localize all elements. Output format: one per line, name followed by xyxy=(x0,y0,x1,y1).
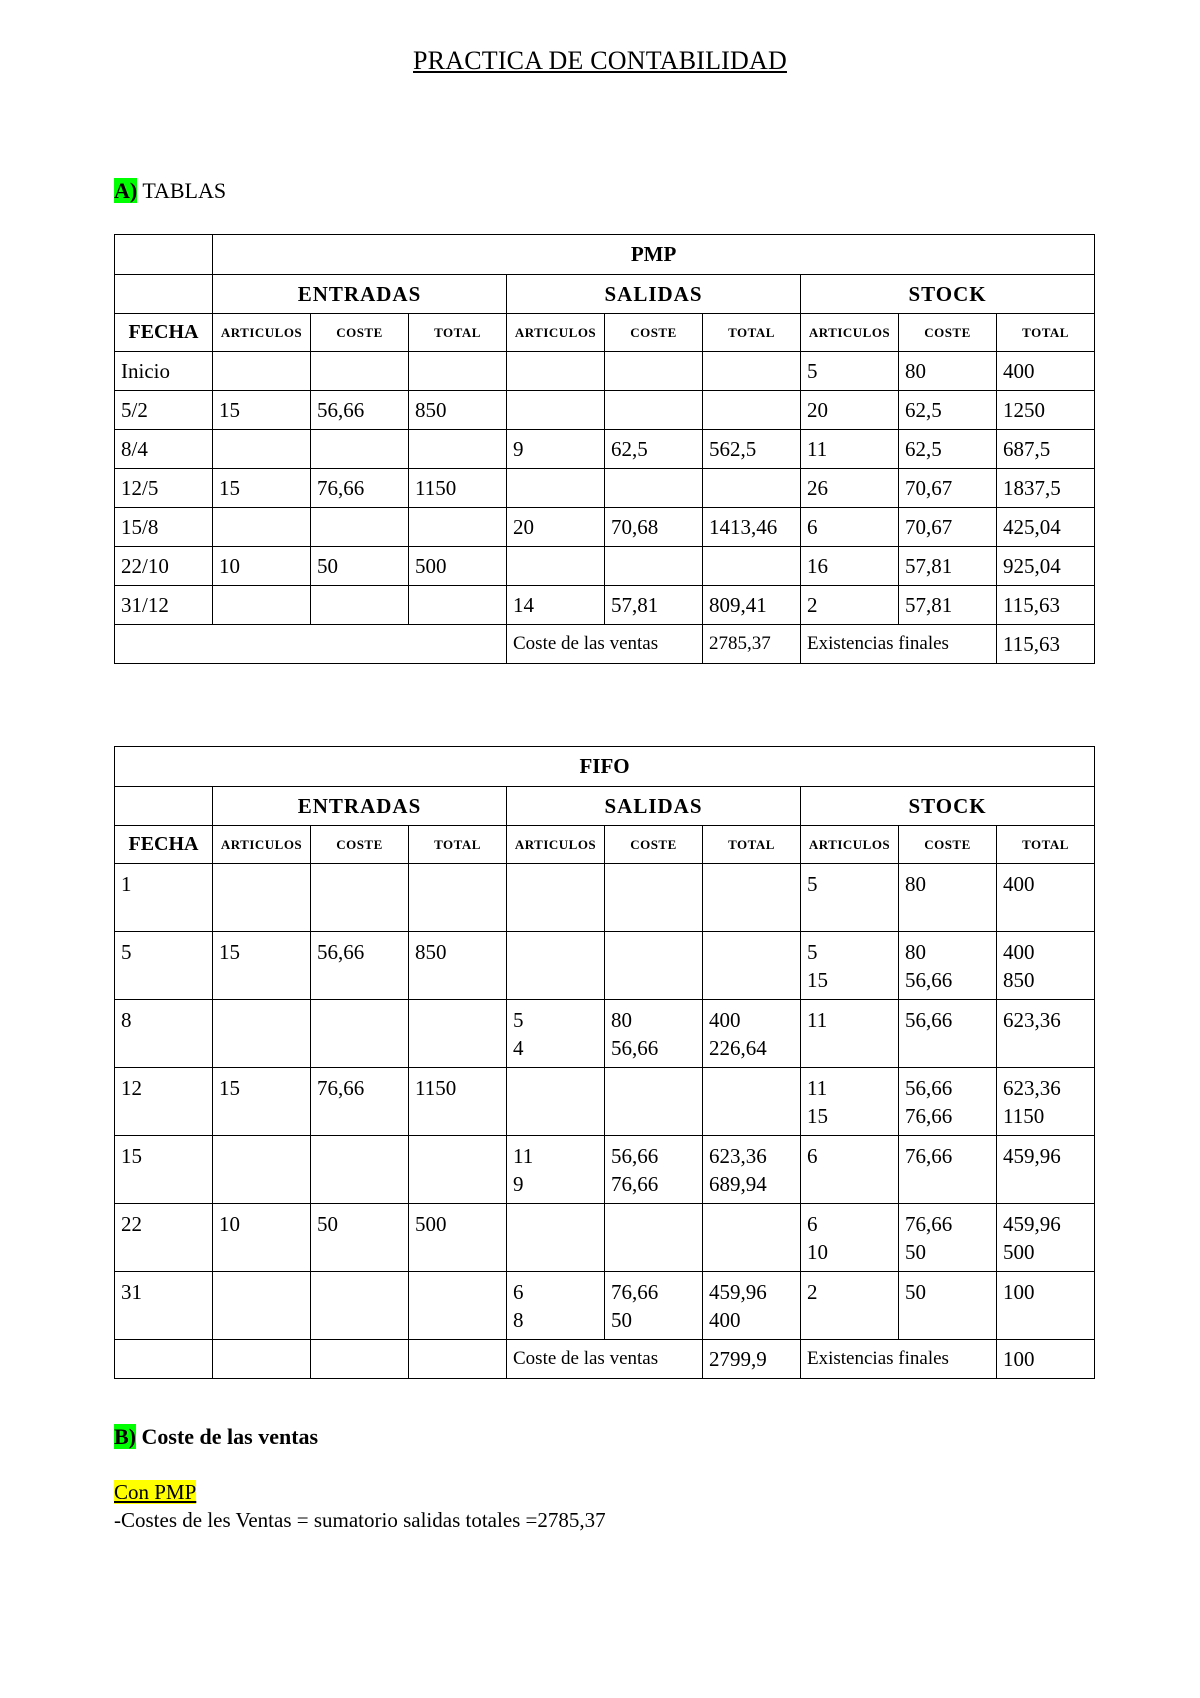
fifo-cell-line: 100 xyxy=(1003,1280,1035,1304)
fifo-footer-empty-4 xyxy=(409,1340,507,1379)
pmp-cell-r1-c5 xyxy=(605,391,703,430)
fifo-cell-line: 80 xyxy=(611,1008,632,1032)
section-b-label: B) xyxy=(114,1424,136,1449)
fifo-cell-r2-c5 xyxy=(605,1000,703,1068)
fifo-cell-r2-c9 xyxy=(997,1000,1095,1068)
fifo-exist-label: Existencias finales xyxy=(801,1340,997,1379)
pmp-cell-r4-c9: 425,04 xyxy=(997,508,1095,547)
fifo-cell-r2-c8 xyxy=(899,1000,997,1068)
fifo-cell-line: 50 xyxy=(905,1240,926,1264)
fifo-cell-line: 6 xyxy=(513,1280,524,1304)
fifo-cell-r0-c3 xyxy=(409,864,507,932)
pmp-cell-r2-c3 xyxy=(409,430,507,469)
fifo-cell-line: 56,66 xyxy=(905,968,953,992)
table-row xyxy=(115,586,1095,625)
pmp-coste-label: Coste de las ventas xyxy=(507,625,703,664)
fifo-cell-line: 56,66 xyxy=(905,1008,953,1032)
fifo-cell-line: 76,66 xyxy=(317,1076,365,1100)
pmp-cell-r3-c6 xyxy=(703,469,801,508)
fifo-cell-r3-c1 xyxy=(213,1068,311,1136)
fifo-cell-line: 400 xyxy=(1003,940,1035,964)
fifo-subheader-2: TOTAL xyxy=(409,826,507,864)
fifo-footer-row xyxy=(115,1340,1095,1379)
pmp-cell-r4-c8: 70,67 xyxy=(899,508,997,547)
pmp-cell-r6-c3 xyxy=(409,586,507,625)
pmp-cell-r1-c8: 62,5 xyxy=(899,391,997,430)
fifo-subheader-8: TOTAL xyxy=(997,826,1095,864)
pmp-cell-r6-c0: 31/12 xyxy=(115,586,213,625)
fifo-cell-line: 56,66 xyxy=(905,1076,953,1100)
fifo-footer-empty-2 xyxy=(213,1340,311,1379)
fifo-title-row xyxy=(115,747,1095,787)
fifo-cell-r0-c6 xyxy=(703,864,801,932)
fifo-subheader-0: ARTICULOS xyxy=(213,826,311,864)
fifo-cell-r5-c5 xyxy=(605,1204,703,1272)
fifo-cell-line: 2 xyxy=(807,1280,818,1304)
fifo-cell-line: 5 xyxy=(121,940,132,964)
fifo-cell-r1-c2 xyxy=(311,932,409,1000)
fifo-cell-r3-c7 xyxy=(801,1068,899,1136)
fifo-cell-line: 10 xyxy=(807,1240,828,1264)
fifo-cell-line: 76,66 xyxy=(611,1280,659,1304)
pmp-cell-r1-c6 xyxy=(703,391,801,430)
fifo-cell-r5-c4 xyxy=(507,1204,605,1272)
pmp-cell-r6-c7: 2 xyxy=(801,586,899,625)
con-pmp-label: Con PMP xyxy=(114,1480,197,1504)
fifo-table xyxy=(114,746,1095,1379)
fifo-cell-r4-c1 xyxy=(213,1136,311,1204)
pmp-cell-r4-c6: 1413,46 xyxy=(703,508,801,547)
fifo-cell-r6-c8 xyxy=(899,1272,997,1340)
pmp-footer-row xyxy=(115,625,1095,664)
pmp-subheader-0: ARTICULOS xyxy=(213,314,311,352)
fifo-cell-line: 9 xyxy=(513,1172,524,1196)
fifo-cell-r3-c9 xyxy=(997,1068,1095,1136)
table-row xyxy=(115,932,1095,1000)
table-row xyxy=(115,547,1095,586)
fifo-body xyxy=(115,864,1095,1340)
fifo-cell-r0-c4 xyxy=(507,864,605,932)
fifo-cell-line: 623,36 xyxy=(709,1144,767,1168)
fifo-cell-line: 5 xyxy=(807,940,818,964)
fifo-cell-line: 5 xyxy=(513,1008,524,1032)
fifo-cell-r1-c8 xyxy=(899,932,997,1000)
page-title: PRACTICA DE CONTABILIDAD xyxy=(413,46,787,75)
pmp-cell-r2-c5: 62,5 xyxy=(605,430,703,469)
fifo-cell-line: 80 xyxy=(905,940,926,964)
fifo-cell-r4-c3 xyxy=(409,1136,507,1204)
fifo-cell-r3-c6 xyxy=(703,1068,801,1136)
pmp-cell-r4-c3 xyxy=(409,508,507,547)
fifo-cell-r6-c3 xyxy=(409,1272,507,1340)
fifo-cell-line: 689,94 xyxy=(709,1172,767,1196)
fifo-cell-line: 76,66 xyxy=(611,1172,659,1196)
fifo-cell-r4-c0 xyxy=(115,1136,213,1204)
fifo-cell-line: 400 xyxy=(1003,872,1035,896)
pmp-cell-r0-c6 xyxy=(703,352,801,391)
pmp-cell-r0-c4 xyxy=(507,352,605,391)
fifo-cell-r4-c2 xyxy=(311,1136,409,1204)
pmp-cell-r2-c7: 11 xyxy=(801,430,899,469)
pmp-cell-r4-c4: 20 xyxy=(507,508,605,547)
fifo-group-salidas: SALIDAS xyxy=(507,787,801,826)
fifo-cell-line: 12 xyxy=(121,1076,142,1100)
fifo-cell-r4-c9 xyxy=(997,1136,1095,1204)
section-b-text: Coste de las ventas xyxy=(136,1424,319,1449)
pmp-cell-r1-c0: 5/2 xyxy=(115,391,213,430)
pmp-cell-r2-c9: 687,5 xyxy=(997,430,1095,469)
pmp-subheader-3: ARTICULOS xyxy=(507,314,605,352)
fifo-cell-line: 56,66 xyxy=(611,1144,659,1168)
pmp-group-row xyxy=(115,275,1095,314)
fifo-cell-line: 50 xyxy=(611,1308,632,1332)
pmp-cell-r6-c1 xyxy=(213,586,311,625)
fifo-title: FIFO xyxy=(115,747,1095,787)
pmp-cell-r3-c2: 76,66 xyxy=(311,469,409,508)
fifo-cell-r0-c5 xyxy=(605,864,703,932)
pmp-subheader-4: COSTE xyxy=(605,314,703,352)
table-row xyxy=(115,469,1095,508)
fifo-cell-line: 1150 xyxy=(415,1076,457,1100)
pmp-cell-r4-c0: 15/8 xyxy=(115,508,213,547)
pmp-exist-value: 115,63 xyxy=(997,625,1095,664)
fifo-cell-r5-c7 xyxy=(801,1204,899,1272)
fifo-cell-r3-c4 xyxy=(507,1068,605,1136)
fifo-cell-r5-c6 xyxy=(703,1204,801,1272)
fifo-cell-r5-c3 xyxy=(409,1204,507,1272)
fifo-cell-r0-c2 xyxy=(311,864,409,932)
pmp-cell-r5-c5 xyxy=(605,547,703,586)
fifo-cell-line: 6 xyxy=(807,1144,818,1168)
pmp-cell-r2-c0: 8/4 xyxy=(115,430,213,469)
pmp-coste-value: 2785,37 xyxy=(703,625,801,664)
fifo-cell-line: 76,66 xyxy=(905,1104,953,1128)
pmp-cell-r3-c8: 70,67 xyxy=(899,469,997,508)
fifo-cell-line: 11 xyxy=(513,1144,534,1168)
fifo-cell-line: 6 xyxy=(807,1212,818,1236)
table-row xyxy=(115,1136,1095,1204)
fifo-cell-r1-c0 xyxy=(115,932,213,1000)
fifo-cell-line: 31 xyxy=(121,1280,142,1304)
pmp-cell-r3-c1: 15 xyxy=(213,469,311,508)
fifo-cell-r6-c5 xyxy=(605,1272,703,1340)
fifo-cell-r6-c1 xyxy=(213,1272,311,1340)
pmp-cell-r6-c4: 14 xyxy=(507,586,605,625)
fifo-group-stock: STOCK xyxy=(801,787,1095,826)
pmp-cell-r6-c8: 57,81 xyxy=(899,586,997,625)
fifo-exist-value: 100 xyxy=(997,1340,1095,1379)
pmp-subheader-7: COSTE xyxy=(899,314,997,352)
fifo-subheader-row xyxy=(115,826,1095,864)
fifo-cell-r4-c6 xyxy=(703,1136,801,1204)
pmp-cell-r4-c5: 70,68 xyxy=(605,508,703,547)
pmp-empty-corner-2 xyxy=(115,275,213,314)
pmp-cell-r6-c6: 809,41 xyxy=(703,586,801,625)
fifo-fecha-header: FECHA xyxy=(115,826,213,864)
fifo-cell-r6-c7 xyxy=(801,1272,899,1340)
section-a-label: A) xyxy=(114,178,138,203)
pmp-cell-r0-c2 xyxy=(311,352,409,391)
section-a-heading xyxy=(114,178,226,204)
table-row xyxy=(115,430,1095,469)
pmp-cell-r4-c2 xyxy=(311,508,409,547)
pmp-cell-r6-c5: 57,81 xyxy=(605,586,703,625)
table-row xyxy=(115,391,1095,430)
fifo-cell-r5-c9 xyxy=(997,1204,1095,1272)
fifo-cell-line: 400 xyxy=(709,1308,741,1332)
pmp-cell-r5-c6 xyxy=(703,547,801,586)
fifo-cell-line: 11 xyxy=(807,1076,828,1100)
fifo-subheader-7: COSTE xyxy=(899,826,997,864)
fifo-cell-r6-c9 xyxy=(997,1272,1095,1340)
pmp-cell-r0-c7: 5 xyxy=(801,352,899,391)
pmp-cell-r1-c7: 20 xyxy=(801,391,899,430)
fifo-cell-r2-c4 xyxy=(507,1000,605,1068)
table-row xyxy=(115,508,1095,547)
pmp-cell-r0-c9: 400 xyxy=(997,352,1095,391)
fifo-cell-r0-c1 xyxy=(213,864,311,932)
fifo-cell-line: 11 xyxy=(807,1008,828,1032)
pmp-cell-r0-c5 xyxy=(605,352,703,391)
pmp-subheader-6: ARTICULOS xyxy=(801,314,899,352)
fifo-subheader-5: TOTAL xyxy=(703,826,801,864)
fifo-group-entradas: ENTRADAS xyxy=(213,787,507,826)
fifo-cell-r2-c3 xyxy=(409,1000,507,1068)
pmp-cell-r3-c7: 26 xyxy=(801,469,899,508)
fifo-cell-r1-c4 xyxy=(507,932,605,1000)
fifo-cell-line: 500 xyxy=(1003,1240,1035,1264)
fifo-cell-r0-c9 xyxy=(997,864,1095,932)
fifo-cell-line: 15 xyxy=(219,940,240,964)
pmp-group-entradas: ENTRADAS xyxy=(213,275,507,314)
pmp-table xyxy=(114,234,1095,664)
pmp-cell-r3-c4 xyxy=(507,469,605,508)
fifo-cell-r5-c2 xyxy=(311,1204,409,1272)
fifo-footer-empty-3 xyxy=(311,1340,409,1379)
pmp-empty-corner xyxy=(115,235,213,275)
fifo-cell-r1-c1 xyxy=(213,932,311,1000)
pmp-subheader-2: TOTAL xyxy=(409,314,507,352)
fifo-coste-label: Coste de las ventas xyxy=(507,1340,703,1379)
fifo-empty-corner xyxy=(115,787,213,826)
fifo-cell-r6-c0 xyxy=(115,1272,213,1340)
fifo-subheader-4: COSTE xyxy=(605,826,703,864)
table-row xyxy=(115,1000,1095,1068)
pmp-subheader-1: COSTE xyxy=(311,314,409,352)
pmp-cell-r2-c8: 62,5 xyxy=(899,430,997,469)
fifo-cell-r1-c6 xyxy=(703,932,801,1000)
pmp-cell-r0-c3 xyxy=(409,352,507,391)
fifo-cell-line: 76,66 xyxy=(905,1212,953,1236)
fifo-cell-r6-c6 xyxy=(703,1272,801,1340)
pmp-body xyxy=(115,352,1095,625)
fifo-cell-r5-c1 xyxy=(213,1204,311,1272)
fifo-cell-r1-c7 xyxy=(801,932,899,1000)
pmp-cell-r5-c1: 10 xyxy=(213,547,311,586)
pmp-cell-r0-c1 xyxy=(213,352,311,391)
pmp-cell-r3-c0: 12/5 xyxy=(115,469,213,508)
fifo-cell-line: 10 xyxy=(219,1212,240,1236)
pmp-cell-r1-c4 xyxy=(507,391,605,430)
pmp-cell-r5-c0: 22/10 xyxy=(115,547,213,586)
fifo-cell-line: 850 xyxy=(1003,968,1035,992)
fifo-cell-line: 400 xyxy=(709,1008,741,1032)
pmp-cell-r5-c9: 925,04 xyxy=(997,547,1095,586)
fifo-cell-r6-c4 xyxy=(507,1272,605,1340)
fifo-cell-line: 500 xyxy=(415,1212,447,1236)
section-a-text: TABLAS xyxy=(137,178,227,203)
fifo-subheader-6: ARTICULOS xyxy=(801,826,899,864)
pmp-subheader-8: TOTAL xyxy=(997,314,1095,352)
pmp-cell-r2-c2 xyxy=(311,430,409,469)
fifo-cell-r1-c5 xyxy=(605,932,703,1000)
pmp-cell-r6-c2 xyxy=(311,586,409,625)
table-row xyxy=(115,352,1095,391)
fifo-cell-r6-c2 xyxy=(311,1272,409,1340)
fifo-cell-line: 22 xyxy=(121,1212,142,1236)
pmp-cell-r3-c5 xyxy=(605,469,703,508)
fifo-cell-r3-c5 xyxy=(605,1068,703,1136)
pmp-cell-r1-c3: 850 xyxy=(409,391,507,430)
fifo-cell-r0-c7 xyxy=(801,864,899,932)
pmp-cell-r4-c7: 6 xyxy=(801,508,899,547)
pmp-cell-r2-c6: 562,5 xyxy=(703,430,801,469)
fifo-cell-r3-c2 xyxy=(311,1068,409,1136)
pmp-cell-r2-c4: 9 xyxy=(507,430,605,469)
fifo-cell-line: 623,36 xyxy=(1003,1076,1061,1100)
pmp-cell-r0-c8: 80 xyxy=(899,352,997,391)
fifo-cell-line: 5 xyxy=(807,872,818,896)
fifo-cell-r2-c1 xyxy=(213,1000,311,1068)
fifo-cell-line: 1150 xyxy=(1003,1104,1045,1128)
fifo-cell-line: 226,64 xyxy=(709,1036,767,1060)
pmp-cell-r5-c4 xyxy=(507,547,605,586)
fifo-cell-r4-c8 xyxy=(899,1136,997,1204)
fifo-cell-r2-c2 xyxy=(311,1000,409,1068)
fifo-cell-line: 15 xyxy=(121,1144,142,1168)
fifo-footer-empty-1 xyxy=(115,1340,213,1379)
pmp-group-stock: STOCK xyxy=(801,275,1095,314)
pmp-footer-empty xyxy=(115,625,507,664)
fifo-cell-r2-c0 xyxy=(115,1000,213,1068)
section-b-heading xyxy=(114,1424,318,1450)
fifo-group-row xyxy=(115,787,1095,826)
fifo-cell-line: 623,36 xyxy=(1003,1008,1061,1032)
pmp-exist-label: Existencias finales xyxy=(801,625,997,664)
fifo-cell-r3-c0 xyxy=(115,1068,213,1136)
table-row xyxy=(115,864,1095,932)
pmp-title: PMP xyxy=(213,235,1095,275)
fifo-cell-line: 50 xyxy=(905,1280,926,1304)
pmp-cell-r1-c1: 15 xyxy=(213,391,311,430)
fifo-cell-line: 15 xyxy=(807,968,828,992)
pmp-cell-r2-c1 xyxy=(213,430,311,469)
pmp-subheader-row xyxy=(115,314,1095,352)
pmp-cell-r5-c8: 57,81 xyxy=(899,547,997,586)
pmp-cell-r5-c2: 50 xyxy=(311,547,409,586)
fifo-cell-line: 56,66 xyxy=(317,940,365,964)
fifo-cell-r5-c8 xyxy=(899,1204,997,1272)
pmp-cell-r0-c0: Inicio xyxy=(115,352,213,391)
fifo-cell-line: 459,96 xyxy=(709,1280,767,1304)
fifo-cell-r1-c9 xyxy=(997,932,1095,1000)
fifo-cell-line: 15 xyxy=(219,1076,240,1100)
fifo-cell-r4-c5 xyxy=(605,1136,703,1204)
fifo-coste-value: 2799,9 xyxy=(703,1340,801,1379)
formula-line: -Costes de les Ventas = sumatorio salidas totales =2785,37 xyxy=(114,1508,606,1532)
fifo-cell-r4-c7 xyxy=(801,1136,899,1204)
fifo-cell-r2-c7 xyxy=(801,1000,899,1068)
fifo-cell-line: 850 xyxy=(415,940,447,964)
fifo-cell-line: 1 xyxy=(121,872,132,896)
pmp-cell-r5-c3: 500 xyxy=(409,547,507,586)
fifo-cell-r3-c3 xyxy=(409,1068,507,1136)
pmp-title-row xyxy=(115,235,1095,275)
pmp-fecha-header: FECHA xyxy=(115,314,213,352)
pmp-cell-r6-c9: 115,63 xyxy=(997,586,1095,625)
fifo-cell-r0-c8 xyxy=(899,864,997,932)
fifo-cell-line: 56,66 xyxy=(611,1036,659,1060)
fifo-cell-line: 459,96 xyxy=(1003,1212,1061,1236)
pmp-cell-r1-c2: 56,66 xyxy=(311,391,409,430)
pmp-cell-r5-c7: 16 xyxy=(801,547,899,586)
pmp-cell-r1-c9: 1250 xyxy=(997,391,1095,430)
table-row xyxy=(115,1272,1095,1340)
fifo-cell-line: 459,96 xyxy=(1003,1144,1061,1168)
pmp-cell-r3-c3: 1150 xyxy=(409,469,507,508)
fifo-cell-r0-c0 xyxy=(115,864,213,932)
fifo-cell-line: 15 xyxy=(807,1104,828,1128)
pmp-cell-r3-c9: 1837,5 xyxy=(997,469,1095,508)
fifo-cell-line: 80 xyxy=(905,872,926,896)
fifo-cell-r3-c8 xyxy=(899,1068,997,1136)
table-row xyxy=(115,1068,1095,1136)
con-pmp-line xyxy=(114,1480,196,1505)
fifo-cell-line: 8 xyxy=(513,1308,524,1332)
table-row xyxy=(115,1204,1095,1272)
fifo-cell-r2-c6 xyxy=(703,1000,801,1068)
fifo-cell-line: 8 xyxy=(121,1008,132,1032)
fifo-subheader-1: COSTE xyxy=(311,826,409,864)
fifo-cell-line: 50 xyxy=(317,1212,338,1236)
fifo-cell-r1-c3 xyxy=(409,932,507,1000)
pmp-cell-r4-c1 xyxy=(213,508,311,547)
pmp-subheader-5: TOTAL xyxy=(703,314,801,352)
fifo-cell-r4-c4 xyxy=(507,1136,605,1204)
fifo-subheader-3: ARTICULOS xyxy=(507,826,605,864)
fifo-cell-line: 4 xyxy=(513,1036,524,1060)
fifo-cell-r5-c0 xyxy=(115,1204,213,1272)
pmp-group-salidas: SALIDAS xyxy=(507,275,801,314)
fifo-cell-line: 76,66 xyxy=(905,1144,953,1168)
